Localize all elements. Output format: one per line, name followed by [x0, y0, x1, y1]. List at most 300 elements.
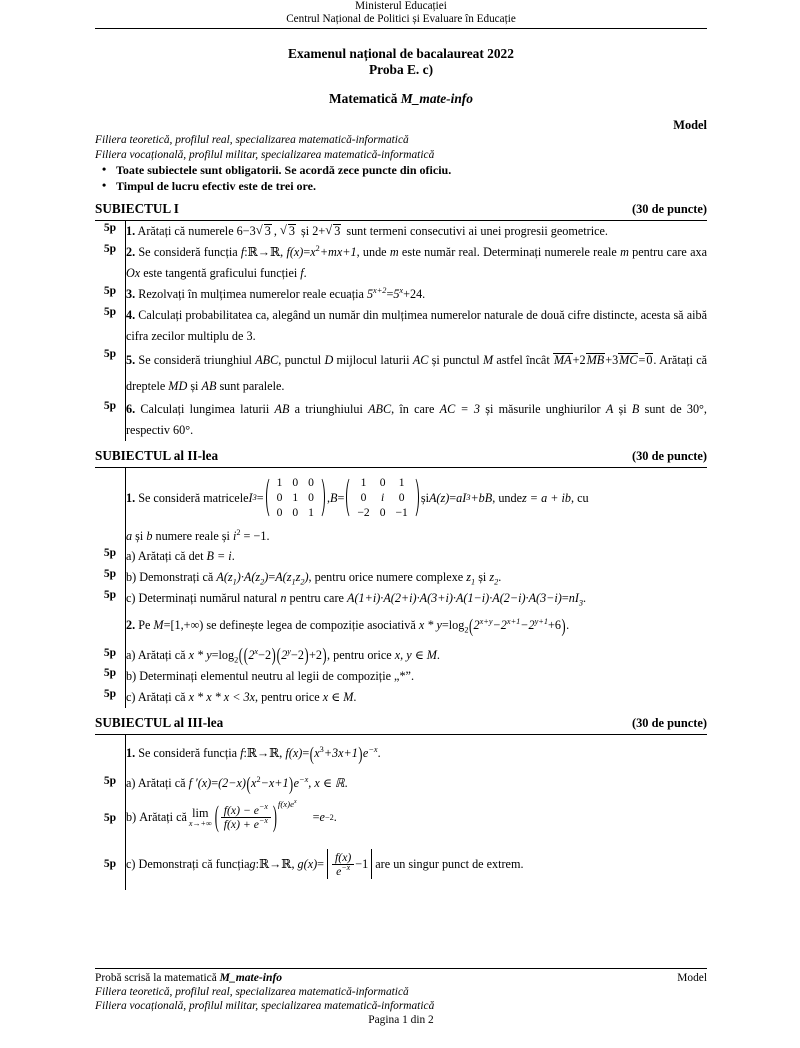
q-text: , cu — [570, 490, 589, 505]
q-var: z — [489, 570, 495, 584]
q-op: = — [386, 287, 394, 301]
q-label: c) — [126, 690, 136, 705]
points-cell: 5p — [103, 284, 117, 297]
table-row — [95, 609, 707, 637]
cell: 0 — [276, 506, 283, 519]
q-expr: e — [319, 810, 325, 825]
q-text: Calculați probabilitatea ca, alegând un număr din mulțimea numerelor naturale de două cifre distincte, acesta să aibă cifra zecilor multiplu de — [126, 308, 707, 343]
q-subscript: 2 — [300, 577, 305, 587]
paren-open: ( — [468, 614, 474, 637]
questions-table-1 — [95, 220, 707, 441]
question-2-1b — [126, 567, 708, 588]
q-op: = — [211, 776, 219, 791]
question-2-2b — [126, 666, 708, 687]
table-row — [95, 841, 707, 890]
question-3-1c — [126, 841, 708, 890]
points-cell: 5p — [103, 567, 117, 580]
footer-exam-label: Probă scrisă la matematică M_mate-info — [95, 971, 283, 984]
q-var: b — [146, 529, 153, 543]
q-text: și — [613, 402, 632, 416]
q-exponent: y — [287, 646, 291, 656]
q-text: . — [422, 287, 426, 301]
q-op: = — [303, 245, 311, 259]
table-row — [95, 795, 707, 841]
q-op: = — [337, 490, 345, 505]
paren-open: ( — [309, 742, 314, 765]
questions-table-3 — [95, 734, 707, 889]
table-row — [95, 567, 707, 588]
paren-close-inner: ) — [271, 644, 276, 666]
q-op: = — [256, 490, 264, 505]
q-expr: )· — [236, 570, 244, 584]
points-cell: 5p — [103, 305, 117, 318]
fraction-limit — [221, 801, 271, 832]
section-header-3 — [95, 715, 707, 731]
q-exponent: x+y — [479, 616, 493, 626]
q-expr: A(z — [216, 570, 233, 584]
cell: 0 — [379, 506, 386, 519]
q-expr: A(1+i)·A(2+i)·A(3+i)·A(1−i)·A(2−i)·A(3−i) — [347, 591, 562, 605]
q-text: este tangentă graficului funcției — [140, 266, 301, 280]
q-text: , — [273, 224, 280, 238]
question-2-2-stem — [126, 609, 708, 637]
vector-mb: MB — [586, 353, 605, 367]
q-exponent: x — [254, 646, 259, 656]
question-2-1c — [126, 588, 708, 609]
q-expr: z = a + ib — [522, 490, 571, 505]
q-text: , în care — [391, 402, 440, 416]
section-3-points: (30 de puncte) — [631, 716, 707, 731]
q-op: log — [218, 647, 235, 662]
paren-open-big: ( — [214, 799, 219, 834]
q-var: ABC — [255, 353, 279, 367]
q-subscript: 2 — [494, 577, 499, 587]
q-expr: 2 — [281, 647, 288, 662]
q-op: −1 — [355, 857, 369, 872]
q-var: AC — [412, 353, 429, 367]
q-text: Se consideră funcția — [138, 746, 241, 761]
q-op: :ℝ→ℝ, — [255, 857, 295, 872]
q-exponent: 2 — [315, 243, 320, 253]
q-exponent: x+1 — [506, 616, 521, 626]
q-expr: −2 — [520, 618, 535, 632]
q-label: a) — [126, 776, 136, 791]
vector-mc: MC — [619, 353, 638, 367]
q-var: n — [280, 591, 287, 605]
footer-filiera-1: Filiera teoretică, profilul real, specializarea matematică-informatică — [95, 986, 409, 998]
section-3-title: SUBIECTUL al III-lea — [95, 715, 224, 731]
subject-prefix: Matematică — [329, 91, 401, 106]
model-label: Model — [673, 118, 707, 132]
points-cell: 5p — [103, 856, 117, 870]
table-row — [95, 637, 707, 667]
q-expr: −x+1 — [260, 776, 289, 791]
footer-page-number: Pagina 1 din 2 — [368, 1014, 434, 1026]
question-1-4 — [126, 305, 708, 347]
abs-bar-right — [371, 849, 372, 879]
q-op: = — [302, 746, 310, 761]
exam-title-block — [95, 46, 707, 107]
cell: 0 — [276, 491, 283, 504]
q-text: , — [326, 490, 331, 505]
paren-right — [319, 475, 326, 520]
cell: 1 — [292, 491, 299, 504]
q-subscript: 2 — [260, 577, 265, 587]
q-exponent: 2 — [236, 527, 241, 537]
q-text: sunt de 30°, respectiv 60°. — [126, 402, 707, 437]
q-text: . — [303, 266, 307, 280]
q-text: astfel încât — [493, 353, 554, 367]
cell: 1 — [276, 476, 283, 489]
filiera-line-1: Filiera teoretică, profilul real, specializarea matematică-informatică — [95, 134, 409, 146]
section-1-points: (30 de puncte) — [631, 202, 707, 216]
limit-exponent: $f(x)e^x$ — [277, 799, 297, 810]
question-2-1a — [126, 546, 708, 567]
q-expr: A(z) — [428, 490, 450, 505]
vector-ma: MA — [554, 353, 572, 367]
q-expr: x — [314, 746, 320, 761]
points-cell: 5p — [103, 645, 117, 659]
cell: 0 — [379, 476, 386, 489]
q-text: . — [231, 549, 235, 563]
cell: 0 — [308, 491, 314, 504]
q-expr: 2 — [248, 647, 255, 662]
q-op: +2 — [572, 353, 586, 367]
numerator: $f(x) - e^{-x}$ — [221, 804, 271, 818]
q-op: = — [317, 857, 325, 872]
section-header-1 — [95, 201, 707, 217]
q-text: Determinați numărul natural — [138, 591, 281, 605]
footer-model-label: Model — [677, 972, 707, 984]
ministry-line-2: Centrul Național de Politici și Evaluare în Educație — [286, 13, 516, 25]
table-row — [95, 588, 707, 609]
cell: 1 — [398, 476, 405, 489]
q-expr: f ′(x) — [188, 776, 212, 791]
q-text: , — [308, 776, 315, 791]
q-expr: x * x * x < 3x — [188, 690, 256, 705]
q-expr: +3x+1 — [323, 746, 358, 761]
q-var: B — [631, 402, 640, 416]
q-op: log — [448, 618, 465, 632]
document-header — [95, 0, 707, 29]
q-expr: f(x) — [286, 245, 304, 259]
q-text: , pentru orice numere complexe — [308, 570, 467, 584]
q-expr: ) — [304, 570, 309, 584]
q-number: 1. — [126, 490, 136, 505]
q-text: are un singur punct de extrem. — [375, 857, 524, 872]
q-text: Arătați că — [139, 810, 187, 825]
q-expr: +24 — [403, 287, 423, 301]
cell: 1 — [360, 476, 367, 489]
exam-proba: Proba E. c) — [368, 62, 434, 77]
q-expr: AC = 3 — [439, 402, 480, 416]
question-2-2c — [126, 687, 708, 708]
document-footer — [95, 968, 707, 1026]
q-text: Pe — [138, 618, 154, 632]
points-cell: 5p — [103, 774, 117, 788]
filiera-line-2: Filiera vocațională, profilul militar, specializarea matematică-informatică — [95, 148, 435, 161]
cell: 0 — [308, 476, 314, 489]
q-var: g — [249, 857, 256, 872]
q-text: . — [266, 529, 270, 543]
q-text: . — [344, 776, 348, 791]
q-number: 5. — [126, 353, 136, 367]
q-expr: f(x) — [285, 746, 303, 761]
ministry-line-1: Ministerul Educației — [355, 0, 447, 12]
q-text: . — [353, 690, 357, 705]
q-var: a — [126, 529, 133, 543]
q-op: = — [441, 618, 449, 632]
q-label: b) — [126, 669, 137, 684]
denominator: $f(x) + e^{-x}$ — [223, 816, 268, 832]
q-text: și — [420, 490, 429, 505]
questions-table-2 — [95, 467, 707, 708]
q-op: = — [163, 618, 171, 632]
q-label: a) — [126, 549, 136, 563]
limit-operator — [189, 807, 212, 828]
q-var: M — [153, 618, 164, 632]
q-val: −3 — [242, 224, 256, 238]
q-text: sunt termeni consecutivi ai unei progresii geometrice. — [343, 224, 608, 238]
instructions-list — [95, 163, 707, 194]
exam-title: Examenul național de bacalaureat 2022 — [288, 46, 514, 61]
q-expr: x * y — [188, 647, 212, 662]
q-expr: x ∈ ℝ — [314, 776, 345, 791]
q-text: pentru care — [286, 591, 347, 605]
q-expr: nI — [568, 591, 579, 605]
q-text: sunt paralele. — [216, 379, 285, 393]
question-1-2 — [126, 242, 708, 284]
sqrt-3: √ 3 — [280, 221, 298, 242]
paren-close-inner2: ) — [304, 644, 309, 666]
fraction-g — [332, 851, 354, 879]
cell: 0 — [360, 491, 367, 504]
q-label: b) — [126, 570, 137, 584]
paren-close: ) — [289, 772, 294, 795]
q-op: = — [211, 647, 219, 662]
q-number: 2. — [126, 245, 136, 259]
table-row — [95, 666, 707, 687]
vector-zero: 0 — [646, 353, 653, 367]
q-text: și punctul — [428, 353, 483, 367]
q-var: AB — [201, 379, 217, 393]
q-val: 6 — [236, 224, 243, 238]
q-op: + — [318, 224, 326, 238]
q-expr: A(z — [243, 570, 261, 584]
q-text: și măsurile unghiurilor — [479, 402, 606, 416]
q-text: Arătați că — [137, 690, 189, 705]
q-var: M — [482, 353, 494, 367]
points-cell: 5p — [103, 399, 117, 412]
q-var: ABC — [368, 402, 392, 416]
q-text: Se consideră matricele — [138, 490, 249, 505]
q-expr: (2−x) — [218, 776, 246, 791]
cell: 0 — [292, 476, 299, 489]
q-subscript: 2 — [464, 625, 469, 635]
q-var: Ox — [126, 266, 141, 280]
paren-close: ) — [358, 742, 363, 765]
q-expr: 5 — [366, 287, 374, 301]
sqrt-3: √ 3 — [256, 221, 274, 242]
lim-subscript: x→+∞ — [188, 818, 212, 828]
q-op: = — [312, 810, 320, 825]
paren-close: ) — [322, 644, 327, 666]
q-text: este număr real. Determinați numerele reale — [398, 245, 621, 259]
q-exponent: −x — [258, 816, 268, 826]
paren-close: ) — [561, 614, 566, 637]
q-text: , punctul — [278, 353, 325, 367]
q-text: . — [333, 810, 337, 825]
q-var: i — [232, 529, 237, 543]
exam-subject — [95, 91, 707, 107]
q-op: = — [561, 591, 569, 605]
q-text: numere reale și — [152, 529, 233, 543]
q-op: = — [638, 353, 646, 367]
q-text: , unde — [356, 245, 390, 259]
question-2-1-stem: 1. Se consideră matricele I 3 = 1 0 0 0 1 0 0 0 1 , B = 1 0 1 0 i 0 −2 0 −1 și A(z) = aI 3 +bB , unde z = a + ib , cu a și b numere reale și $i^2 = -1$. — [126, 468, 708, 547]
q-label: c) — [126, 857, 136, 872]
matrix-i3 — [265, 475, 326, 520]
footer-row-1 — [95, 971, 707, 985]
footer-filiera-2: Filiera vocațională, profilul militar, specializarea matematică-informatică — [95, 1000, 435, 1012]
cell: −1 — [395, 506, 408, 519]
q-expr: e — [362, 746, 369, 761]
cell: 0 — [398, 491, 405, 504]
q-var: f — [240, 746, 244, 761]
q-number: 3. — [126, 287, 136, 301]
q-expr: +bB — [470, 490, 493, 505]
cell: 1 — [308, 506, 314, 519]
q-expr: g(x) — [297, 857, 318, 872]
q-op: +3 — [605, 353, 619, 367]
table-row — [95, 242, 707, 284]
lim-label: lim — [192, 806, 209, 821]
q-var: m — [620, 245, 629, 259]
q-exponent: −x — [299, 775, 309, 785]
q-expr: aI — [456, 490, 467, 505]
q-text: Arătați că numerele — [137, 224, 237, 238]
document-page — [95, 0, 707, 1048]
numerator: f(x) — [332, 851, 354, 865]
paren-open: ( — [238, 644, 243, 666]
q-text: , unde — [492, 490, 523, 505]
q-text: și — [187, 379, 202, 393]
q-text: pentru care axa — [628, 245, 707, 259]
q-text: . — [377, 746, 381, 761]
q-expr: +mx+1 — [319, 245, 357, 259]
q-var: I — [248, 490, 253, 505]
q-text: . — [436, 647, 440, 662]
denominator: $e^{-x}$ — [336, 863, 351, 879]
instruction-item-1: • Toate subiectele sunt obligatorii. Se acordă zece puncte din oficiu. — [95, 163, 707, 179]
q-op: = — [449, 490, 457, 505]
q-var: f — [240, 245, 245, 259]
q-text: . Arătați că dreptele — [126, 353, 708, 393]
points-cell-empty — [95, 735, 126, 765]
points-cell: 5p — [103, 242, 117, 255]
table-row — [95, 687, 707, 708]
q-text: Arătați că — [137, 647, 189, 662]
q-var: AB — [274, 402, 290, 416]
question-2-2a — [126, 637, 708, 667]
matrix-b-grid — [352, 475, 412, 520]
table-row — [95, 305, 707, 347]
q-text: a triunghiului — [289, 402, 369, 416]
q-text: , pentru orice — [255, 690, 323, 705]
q-op: :ℝ→ℝ, — [243, 746, 283, 761]
q-var: f — [300, 266, 304, 280]
q-number: 6. — [126, 402, 136, 416]
subject-code: M_mate-info — [400, 91, 473, 106]
q-val: 2 — [312, 224, 319, 238]
q-number: 1. — [126, 746, 136, 761]
q-expr: e — [293, 776, 300, 791]
question-2-1-stem-line2 — [126, 526, 707, 546]
q-expr: −2 — [290, 647, 304, 662]
q-var: D — [324, 353, 334, 367]
question-1-1 — [126, 221, 708, 243]
q-text: Demonstrați că — [139, 570, 217, 584]
q-exponent: 3 — [319, 745, 324, 755]
q-expr: +2 — [309, 647, 322, 662]
q-var: A — [605, 402, 614, 416]
q-expr: A(z — [275, 570, 292, 584]
q-expr: −2 — [492, 618, 507, 632]
q-text: , pentru orice — [327, 647, 395, 662]
table-row — [95, 221, 707, 243]
q-exponent: x — [399, 285, 404, 295]
question-1-5 — [126, 347, 708, 399]
table-row — [95, 765, 707, 795]
points-cell: 5p — [103, 687, 117, 701]
q-exponent: −x — [341, 863, 351, 873]
section-header-2 — [95, 448, 707, 464]
paren-left — [345, 475, 352, 520]
points-cell: 5p — [103, 546, 117, 559]
points-cell: 5p — [103, 221, 117, 234]
section-1-title: SUBIECTUL I — [95, 201, 179, 216]
q-exponent: −x — [368, 745, 378, 755]
q-subscript: 2 — [234, 655, 239, 665]
paren-open-inner2: ( — [276, 644, 281, 666]
q-exponent: y+1 — [534, 616, 549, 626]
paren-open-inner: ( — [243, 644, 248, 666]
q-exponent: x+2 — [373, 285, 387, 295]
points-cell: 5p — [103, 347, 117, 360]
matrix-b — [345, 475, 419, 520]
q-expr: ) — [264, 570, 269, 584]
q-text: și — [298, 224, 313, 238]
q-text: Calculați lungimea laturii — [140, 402, 275, 416]
points-cell: 5p — [103, 666, 117, 680]
q-expr: x — [251, 776, 257, 791]
q-expr: 2 — [473, 618, 480, 632]
q-op: :ℝ→ℝ, — [244, 245, 284, 259]
q-text: Se consideră triunghiul — [138, 353, 256, 367]
q-expr: −2 — [258, 647, 272, 662]
q-text: . — [583, 591, 587, 605]
q-expr: x — [310, 245, 316, 259]
q-text: Arătați că det — [137, 549, 207, 563]
q-var: MD — [168, 379, 188, 393]
q-expr: x ∈ M — [322, 690, 354, 705]
q-expr: 5 — [393, 287, 400, 301]
q-text: Demonstrați că funcția — [138, 857, 250, 872]
table-row — [95, 735, 707, 765]
table-row — [95, 546, 707, 567]
cell: −2 — [357, 506, 370, 519]
table-row — [95, 399, 707, 441]
